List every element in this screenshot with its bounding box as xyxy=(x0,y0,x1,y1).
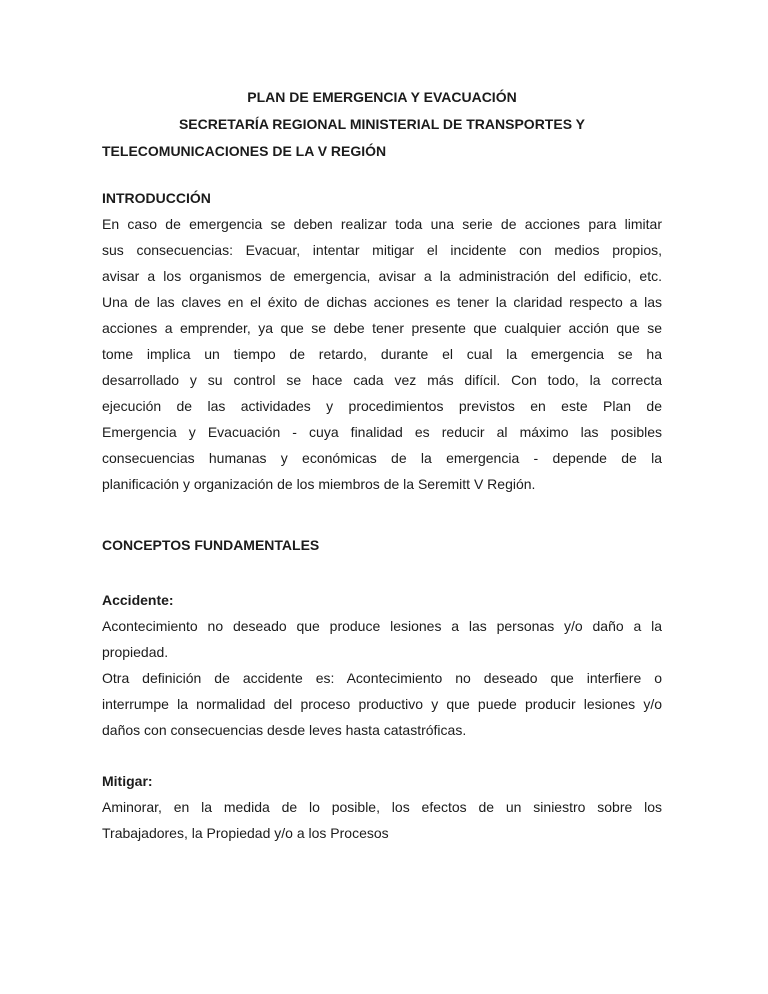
paragraph-accidente-definicion-2 xyxy=(102,665,662,743)
text-line: acciones a emprender, ya que se debe tener presente que cualquier acción que se xyxy=(102,320,662,336)
text-line: Aminorar, en la medida de lo posible, los efectos de un siniestro sobre los xyxy=(102,799,662,815)
text-line: propiedad. xyxy=(102,644,169,660)
section-heading-introduccion: INTRODUCCIÓN xyxy=(102,190,211,206)
term-heading-mitigar: Mitigar: xyxy=(102,773,153,789)
text-line: En caso de emergencia se deben realizar toda una serie de acciones para limitar xyxy=(102,216,662,232)
text-line: avisar a los organismos de emergencia, avisar a la administración del edificio, etc. xyxy=(102,268,662,284)
document-content xyxy=(102,0,662,846)
text-line: Emergencia y Evacuación - cuya finalidad es reducir al máximo las posibles xyxy=(102,424,662,440)
text-line: planificación y organización de los miembros de la Seremitt V Región. xyxy=(102,476,536,492)
text-line: tome implica un tiempo de retardo, durante el cual la emergencia se ha xyxy=(102,346,662,362)
text-line: Trabajadores, la Propiedad y/o a los Procesos xyxy=(102,825,389,841)
text-line: Una de las claves en el éxito de dichas acciones es tener la claridad respecto a las xyxy=(102,294,662,310)
paragraph-introduccion xyxy=(102,211,662,497)
text-line: PLAN DE EMERGENCIA Y EVACUACIÓN xyxy=(247,89,517,105)
paragraph-accidente-definicion-1 xyxy=(102,613,662,665)
text-line: Acontecimiento no deseado que produce lesiones a las personas y/o daño a la xyxy=(102,618,662,634)
section-heading-conceptos-fundamentales: CONCEPTOS FUNDAMENTALES xyxy=(102,537,320,553)
text-line: TELECOMUNICACIONES DE LA V REGIÓN xyxy=(102,143,387,159)
text-line: sus consecuencias: Evacuar, intentar mitigar el incidente con medios propios, xyxy=(102,242,662,258)
text-line: interrumpe la normalidad del proceso productivo y que puede producir lesiones y/o xyxy=(102,696,662,712)
text-line: consecuencias humanas y económicas de la emergencia - depende de la xyxy=(102,450,662,466)
term-heading-accidente: Accidente: xyxy=(102,592,174,608)
text-line: Otra definición de accidente es: Acontecimiento no deseado que interfiere o xyxy=(102,670,662,686)
text-line: ejecución de las actividades y procedimientos previstos en este Plan de xyxy=(102,398,662,414)
text-line: desarrollado y su control se hace cada vez más difícil. Con todo, la correcta xyxy=(102,372,662,388)
paragraph-mitigar-definicion xyxy=(102,794,662,846)
text-line: daños con consecuencias desde leves hasta catastróficas. xyxy=(102,722,467,738)
text-line: SECRETARÍA REGIONAL MINISTERIAL DE TRANSPORTES Y xyxy=(178,116,586,132)
document-title xyxy=(102,84,662,165)
